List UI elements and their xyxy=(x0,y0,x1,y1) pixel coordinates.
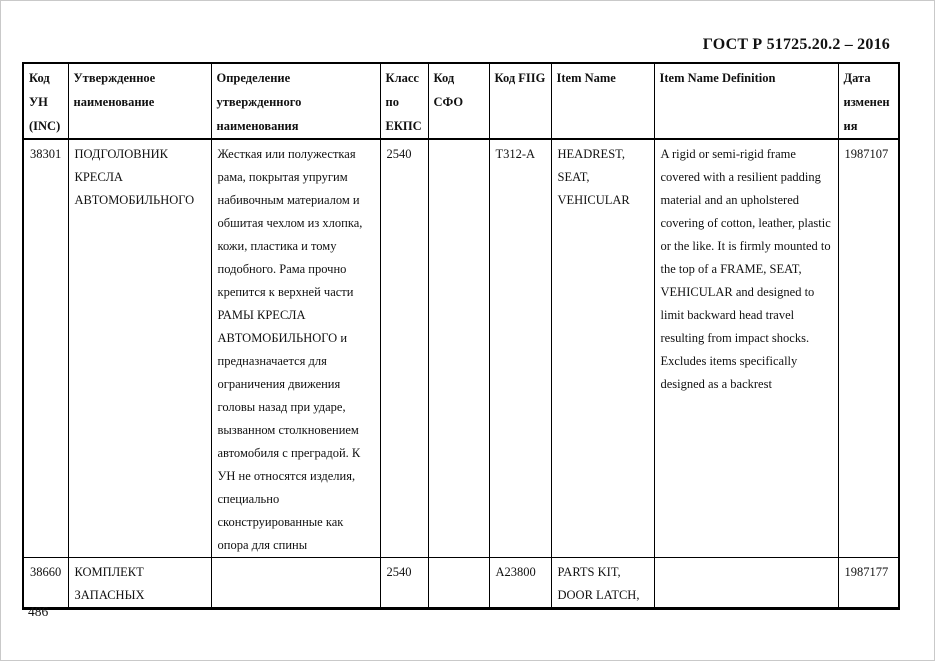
cell-item-name-definition: A rigid or semi-rigid frame covered with a resilient padding material and an upholstered covering of cotton, leather, plastic or the like. It is firmly mounted to the top of a FRAME, SEAT, VEHICULAR and designed to limit backward head travel resulting from impact shocks. Excludes items specifically designed as a backrest xyxy=(654,139,838,558)
col-header-change-date: Дата изменения xyxy=(838,63,899,139)
col-header-ekps-class: Класс по ЕКПС xyxy=(380,63,428,139)
cell-approved-name-definition: Жесткая или полужесткая рама, покрытая упругим набивочным материалом и обшитая чехлом из хлопка, кожи, пластика и тому подобного. Рама прочно крепится к верхней части РАМЫ КРЕСЛА АВТОМОБИЛЬНОГО и предназначается для ограничения движения головы назад при ударе, вызванном столкновением автомобиля с преградой. К УН не относятся изделия, специально сконструированные как опора для спины xyxy=(211,139,380,558)
col-header-item-name-definition: Item Name Definition xyxy=(654,63,838,139)
cell-ekps-class: 2540 xyxy=(380,558,428,609)
cell-sfo-code xyxy=(428,558,489,609)
cell-ekps-class: 2540 xyxy=(380,139,428,558)
cell-change-date: 1987107 xyxy=(838,139,899,558)
cell-item-name: HEADREST, SEAT, VEHICULAR xyxy=(551,139,654,558)
table-row xyxy=(23,139,899,558)
col-header-sfo-code: Код СФО xyxy=(428,63,489,139)
cell-fiig-code: T312-A xyxy=(489,139,551,558)
cell-item-name: PARTS KIT, DOOR LATCH, xyxy=(551,558,654,609)
items-table xyxy=(22,62,900,610)
cell-sfo-code xyxy=(428,139,489,558)
table-header-row xyxy=(23,63,899,139)
cell-item-name-definition xyxy=(654,558,838,609)
table-row xyxy=(23,558,899,609)
col-header-approved-name-definition: Определение утвержденного наименования xyxy=(211,63,380,139)
cell-change-date: 1987177 xyxy=(838,558,899,609)
document-title: ГОСТ Р 51725.20.2 – 2016 xyxy=(702,36,890,53)
cell-fiig-code: A23800 xyxy=(489,558,551,609)
cell-approved-name: КОМПЛЕКТ ЗАПАСНЫХ xyxy=(68,558,211,609)
cell-inc-code: 38301 xyxy=(23,139,68,558)
col-header-inc-code: Код УН (INC) xyxy=(23,63,68,139)
cell-inc-code: 38660 xyxy=(23,558,68,609)
cell-approved-name: ПОДГОЛОВНИК КРЕСЛА АВТОМОБИЛЬНОГО xyxy=(68,139,211,558)
col-header-fiig-code: Код FIIG xyxy=(489,63,551,139)
cell-approved-name-definition xyxy=(211,558,380,609)
col-header-approved-name: Утвержденное наименование xyxy=(68,63,211,139)
col-header-item-name: Item Name xyxy=(551,63,654,139)
page-number: 486 xyxy=(28,604,49,619)
